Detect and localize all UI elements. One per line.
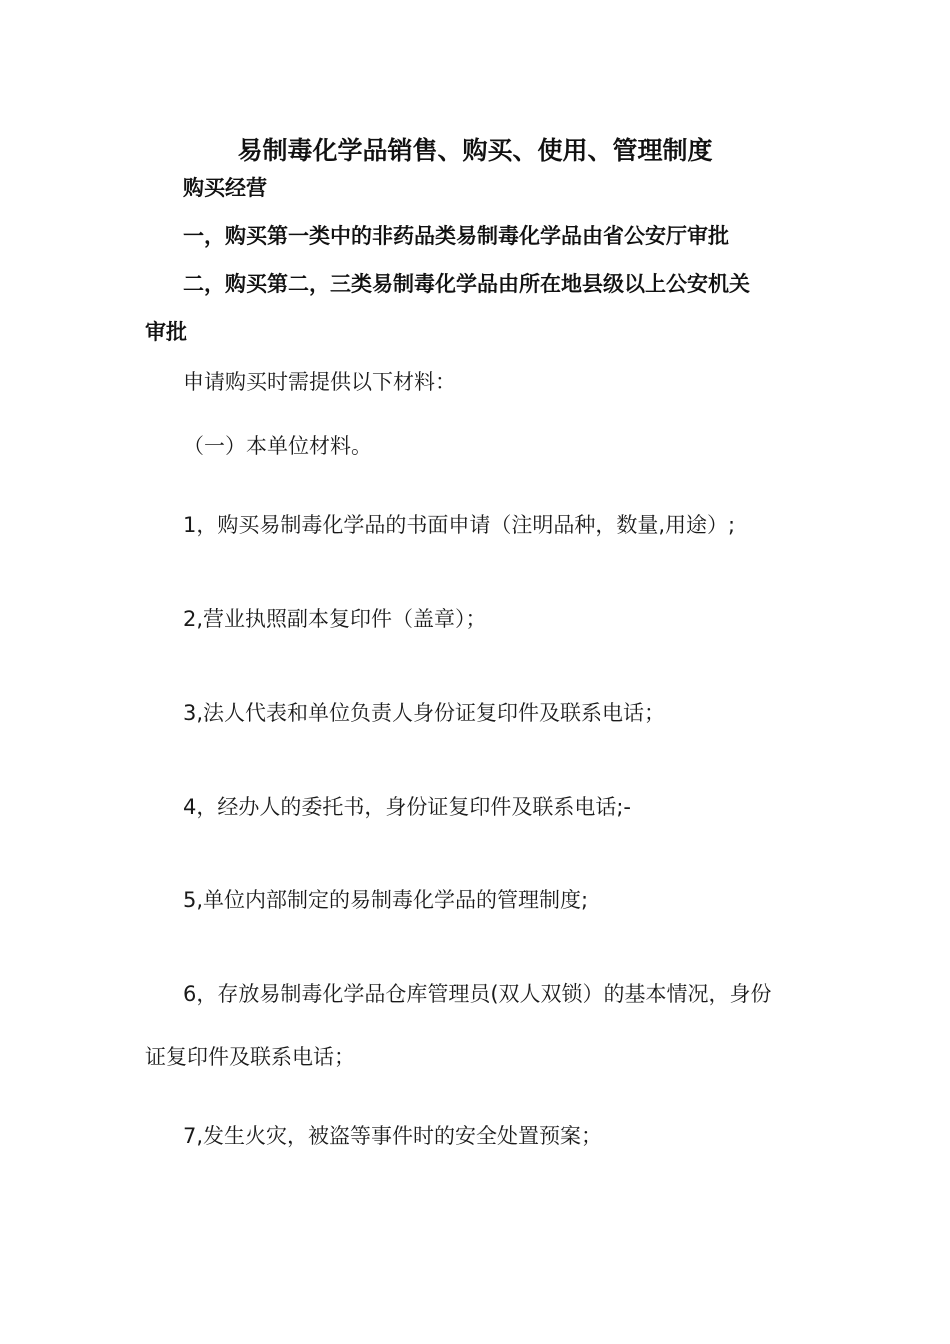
rule-2-line-2: 审批 bbox=[145, 320, 187, 344]
list-item-3: 3,法人代表和单位负责人身份证复印件及联系电话； bbox=[183, 701, 666, 725]
intro-paragraph: 申请购买时需提供以下材料： bbox=[183, 370, 456, 394]
list-item-1: 1，购买易制毒化学品的书面申请（注明品种，数量,用途）; bbox=[183, 513, 736, 537]
list-item-7: 7,发生火灾，被盗等事件时的安全处置预案； bbox=[183, 1124, 603, 1148]
section-own-unit: （一）本单位材料。 bbox=[183, 434, 372, 458]
section-heading: 购买经营 bbox=[183, 176, 267, 200]
list-item-6-line-1: 6，存放易制毒化学品仓库管理员(双人双锁）的基本情况，身份 bbox=[183, 982, 772, 1006]
list-item-2: 2,营业执照副本复印件（盖章）； bbox=[183, 607, 487, 631]
rule-1: 一，购买第一类中的非药品类易制毒化学品由省公安厅审批 bbox=[183, 224, 729, 248]
rule-2-line-1: 二，购买第二，三类易制毒化学品由所在地县级以上公安机关 bbox=[183, 272, 750, 296]
list-item-6-line-2: 证复印件及联系电话； bbox=[145, 1045, 355, 1069]
list-item-5: 5,单位内部制定的易制毒化学品的管理制度; bbox=[183, 888, 589, 912]
document-title: 易制毒化学品销售、购买、使用、管理制度 bbox=[237, 136, 713, 165]
list-item-4: 4，经办人的委托书，身份证复印件及联系电话;- bbox=[183, 795, 632, 819]
